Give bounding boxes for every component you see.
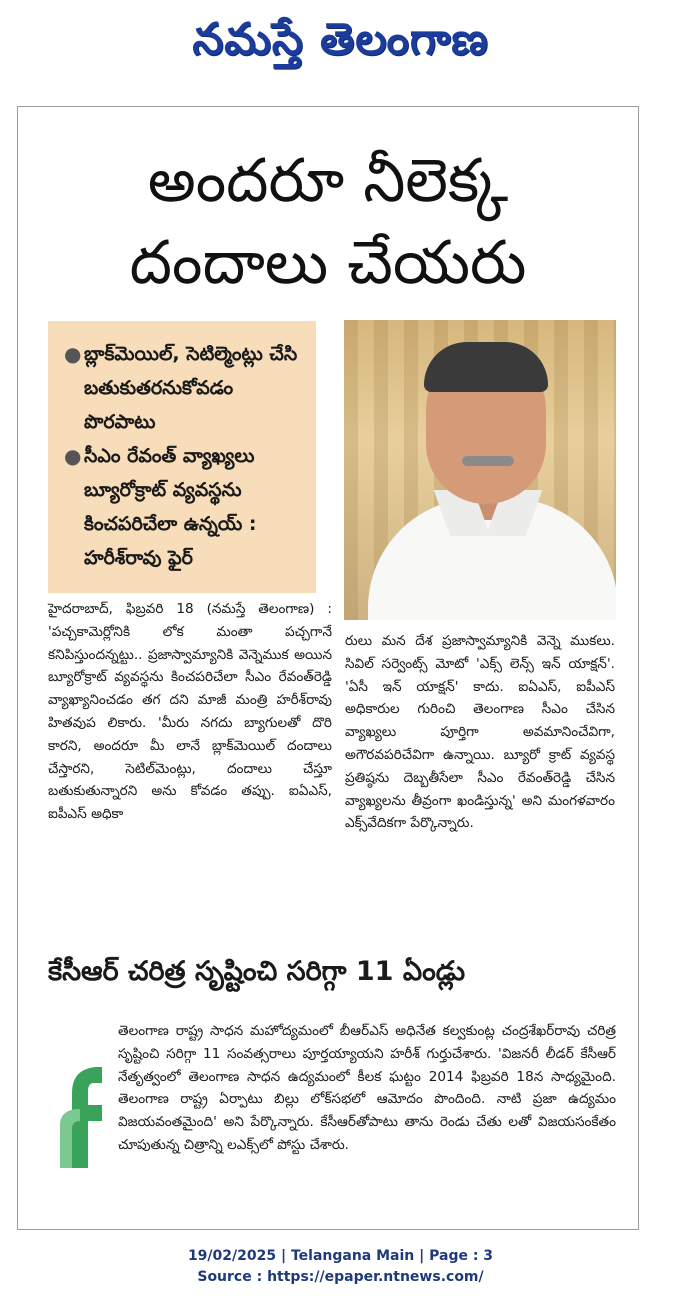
page-footer [0,1246,681,1288]
portrait-photo [344,320,616,620]
bullet-icon: ● [64,342,82,366]
footer-source-link[interactable]: Source : https://epaper.ntnews.com/ [197,1269,484,1285]
highlight-item [58,337,306,439]
highlight-item [58,439,306,575]
article-body-column-1: హైదరాబాద్, ఫిబ్రవరి 18 (నమస్తే తెలంగాణ) : 'పచ్చకామెర్లోనికి లోక మంతా పచ్చగానే కనిపిస్తుందన్నట్టు.. ప్రజాస్వామ్యానికి వెన్నెముక అయిన బ్యూరోక్రాట్ వ్యవస్థను కించపరిచేలా సీఎం రేవంత్‌రెడ్డి వ్యాఖ్యానించడం తగ దని మాజీ మంత్రి హరీశ్‌రావు హితవుప లికారు. 'మీరు నగదు బ్యాగులతో దొరి కారని, అందరూ మీ లానే బ్లాక్‌మెయిల్ దందాలు చేస్తారని, సెటిల్‌మెంట్లు, దందాలు చేస్తూ బతుకుతున్నారని అను కోవడం తప్పు. ఐఏఎస్, ఐపీఎస్ అధికా [48,601,332,823]
bullet-icon: ● [64,444,82,468]
facebook-logo-icon [58,1063,102,1168]
newspaper-title: నమస్తే తెలంగాణ [192,14,489,65]
article-subheading: కేసీఆర్ చరిత్ర సృష్టించి సరిగ్గా 11 ఏండ్లు [48,956,466,987]
article-headline: అందరూ నీలెక్క దందాలు చేయరు [129,146,527,298]
highlights-box [48,321,316,593]
highlight-text: బ్లాక్‌మెయిల్, సెటిల్మెంట్లు చేసి బతుకుతరనుకోవడం పొరపాటు [84,343,298,433]
highlights-list [58,337,306,575]
highlight-text: సీఎం రేవంత్ వ్యాఖ్యలు బ్యూరోక్రాట్ వ్యవస్థను కించపరిచేలా ఉన్నయ్ : హరీశ్‌రావు ఫైర్ [84,445,257,569]
article-body-section-2: తెలంగాణ రాష్ట్ర సాధన మహోద్యమంలో బీఆర్‌ఎస్ అధినేత కల్వకుంట్ల చంద్రశేఖర్‌రావు చరిత్ర సృష్టించి సరిగ్గా 11 సంవత్సరాలు పూర్తయ్యాయని హరీశ్ గుర్తుచేశారు. 'విజనరీ లీడర్ కేసీఆర్ నేతృత్వంలో తెలంగాణ సాధన ఉద్యమంలో కీలక ఘట్టం 2014 ఫిబ్రవరి 18న సాధ్యమైంది. తెలంగాణ రాష్ట్ర ఏర్పాటు బిల్లు లోక్‌సభలో ఆమోదం పొందింది. నాటి ప్రజా ఉద్యమం విజయవంతమైంది' అని పేర్కొన్నారు. కేసీఆర్‌తోపాటు తాను రెండు చేతు లతో విజయసంకేతం చూపుతున్న చిత్రాన్ని లఎక్స్‌లో పోస్టు చేశారు. [118,1023,616,1153]
footer-date-line: 19/02/2025 | Telangana Main | Page : 3 [187,1248,494,1264]
masthead [0,4,681,76]
article-body-column-2: రులు మన దేశ ప్రజాస్వామ్యానికి వెన్నె ముకలు. సివిల్ సర్వెంట్స్ మోటో 'ఎక్స్ లెన్స్ ఇన్ యాక్షన్'. 'ఏసీ ఇన్ యాక్షన్' కాదు. ఐఏఎస్, ఐపీఎస్ అధికారుల గురించి తెలంగాణ సీఎం చేసిన వ్యాఖ్యలు పూర్తిగా అవమానించేవిగా, అగౌరవపరిచేవిగా ఉన్నాయి. బ్యూరో క్రాట్ వ్యవస్థ ప్రతిష్ఠను దెబ్బతీసేలా సీఎం రేవంత్‌రెడ్డి చేసిన వ్యాఖ్యలను తీవ్రంగా ఖండిస్తున్న' అని మంగళవారం ఎక్స్‌వేదికగా పేర్కొన్నారు. [345,633,615,832]
